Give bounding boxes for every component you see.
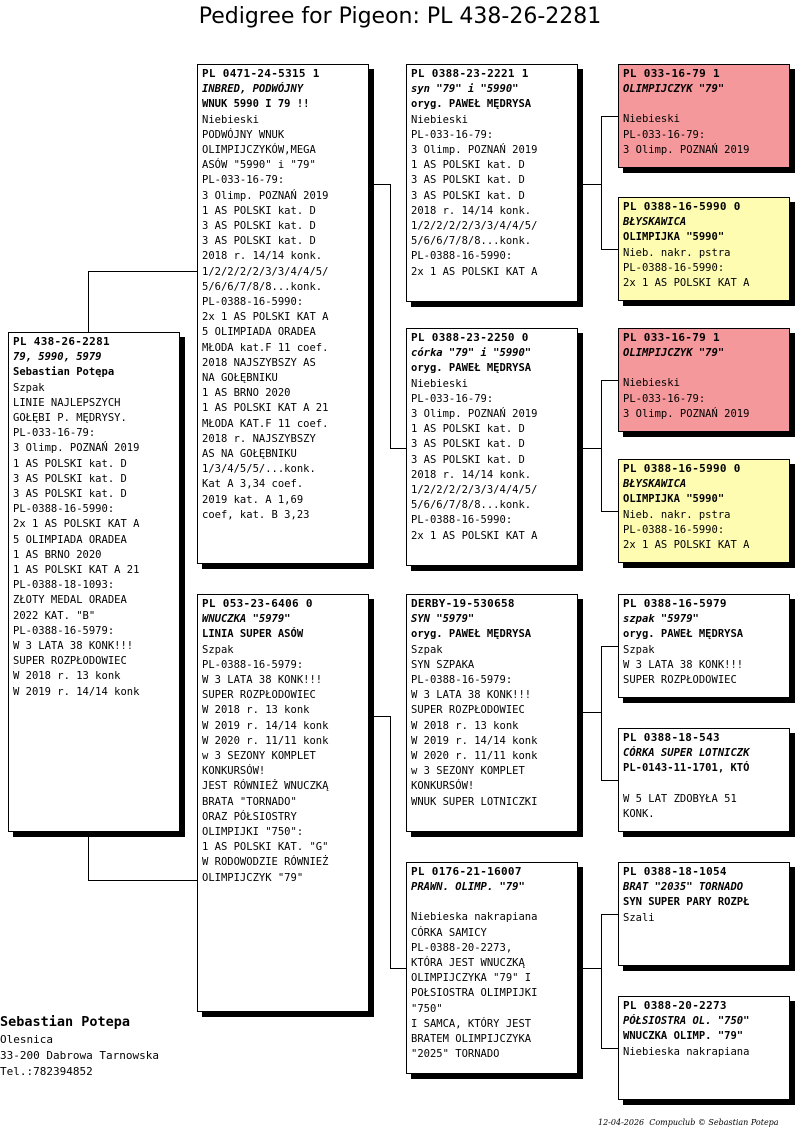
pigeon-detail-line: KONKURSÓW!: [411, 780, 475, 793]
pigeon-detail-line: 2022 KAT. "B": [13, 609, 96, 622]
connector-line: [369, 716, 391, 717]
pigeon-detail-line: BRATA "TORNADO": [202, 795, 297, 808]
pigeon-origin: oryg. PAWEŁ MĘDRYSA: [411, 98, 532, 111]
connector-line: [601, 914, 618, 915]
ring-number: PL 033-16-79 1: [623, 331, 720, 344]
pigeon-detail-line: 3 AS POLSKI kat. D: [411, 189, 525, 202]
pigeon-detail-line: 2x 1 AS POLSKI KAT A: [411, 529, 538, 542]
pigeon-detail-line: 3 Olimp. POZNAŃ 2019: [13, 442, 140, 455]
pigeon-name: szpak "5979": [623, 613, 699, 626]
pigeon-detail-line: PL-0388-16-5990:: [202, 296, 304, 309]
pigeon-detail-line: Niebieski: [411, 377, 468, 390]
owner-phone: Tel.:782394852: [0, 1065, 93, 1078]
connector-line: [601, 116, 618, 117]
pigeon-detail-line: coef, kat. B 3,23: [202, 508, 310, 521]
pigeon-card-sire-sire[interactable]: [406, 64, 578, 302]
pigeon-detail-line: 1/2/2/2/2/3/3/4/4/5/: [411, 484, 538, 497]
pigeon-detail-line: 5/6/6/7/8/8...konk.: [411, 235, 532, 248]
connector-line: [601, 511, 618, 512]
pigeon-detail-line: PL-033-16-79:: [411, 392, 494, 405]
connector-line: [88, 832, 89, 880]
pigeon-detail-line: AS NA GOŁĘBNIKU: [202, 448, 297, 461]
pigeon-detail-line: KTÓRA JEST WNUCZKĄ: [411, 957, 525, 970]
page-title: Pedigree for Pigeon: PL 438-26-2281: [198, 4, 602, 29]
pigeon-detail-line: 1 AS POLSKI KAT. "G": [202, 841, 329, 854]
pigeon-card-dam-sire[interactable]: [406, 594, 578, 832]
pigeon-detail-line: 2x 1 AS POLSKI KAT A: [623, 539, 750, 552]
pigeon-detail-line: Niebieski: [411, 113, 468, 126]
pigeon-card-sds[interactable]: [618, 328, 790, 432]
pigeon-detail-line: PL-0388-20-2273,: [411, 941, 513, 954]
pigeon-detail-line: 2018 r. 14/14 konk.: [411, 468, 532, 481]
pigeon-card-dsd[interactable]: [618, 728, 790, 832]
owner-name: Sebastian Potepa: [0, 1014, 131, 1030]
pigeon-name: BŁYSKAWICA: [623, 478, 687, 491]
pigeon-detail-line: Niebieska nakrapiana: [411, 911, 538, 924]
pigeon-origin: PL-0143-11-1701, KTÓ: [623, 762, 750, 775]
pigeon-detail-line: 5 OLIMPIADA ORADEA: [13, 533, 127, 546]
pigeon-detail-line: W 3 LATA 38 KONK!!!: [411, 689, 532, 702]
pigeon-detail-line: SYN SZPAKA: [411, 658, 475, 671]
pigeon-detail-line: ASÓW "5990" i "79": [202, 159, 316, 172]
pigeon-detail-line: OLIMPIJCZYKA "79" I: [411, 972, 532, 985]
pigeon-detail-line: W 2019 r. 14/14 konk: [202, 719, 329, 732]
pigeon-detail-line: 1 AS BRNO 2020: [13, 548, 102, 561]
pigeon-detail-line: 1 AS POLSKI kat. D: [13, 457, 127, 470]
pigeon-detail-line: W 2019 r. 14/14 konk: [13, 685, 140, 698]
pigeon-name: syn "79" i "5990": [411, 83, 519, 96]
connector-line: [88, 271, 197, 272]
pigeon-detail-line: OLIMPIJCZYKÓW,MEGA: [202, 144, 316, 157]
pigeon-detail-line: KONK.: [623, 807, 655, 820]
pigeon-detail-line: Niebieski: [623, 377, 680, 390]
pigeon-detail-line: MŁODA kat.F 11 coef.: [202, 341, 329, 354]
connector-line: [369, 184, 391, 185]
blank-line: [623, 777, 785, 792]
ring-number: PL 0388-16-5990 0: [623, 462, 741, 475]
footer-credit: 12-04-2026 Compuclub © Sebastian Potepa: [598, 1118, 779, 1127]
pigeon-card-sss[interactable]: [618, 64, 790, 168]
ring-number: PL 0388-18-1054: [623, 865, 727, 878]
pigeon-detail-line: 1/3/4/5/5/...konk.: [202, 463, 316, 476]
pigeon-detail-line: POŁSIOSTRA OLIMPIJKI: [411, 987, 538, 1000]
pigeon-detail-line: PL-0388-16-5990:: [411, 250, 513, 263]
pigeon-detail-line: W 2020 r. 11/11 konk: [202, 734, 329, 747]
pigeon-detail-line: 3 Olimp. POZNAŃ 2019: [623, 143, 750, 156]
pigeon-detail-line: ORAZ PÓŁSIOSTRY: [202, 810, 297, 823]
blank-line: [623, 361, 785, 376]
connector-line: [390, 716, 391, 968]
pigeon-origin: OLIMPIJKA "5990": [623, 231, 725, 244]
pigeon-detail-line: I SAMCA, KTÓRY JEST: [411, 1017, 532, 1030]
pigeon-detail-line: PL-0388-16-5979:: [202, 658, 304, 671]
pigeon-origin: SYN SUPER PARY ROZPŁ: [623, 896, 750, 909]
pigeon-name: BRAT "2035" TORNADO: [623, 881, 744, 894]
pigeon-detail-line: PL-0388-16-5990:: [411, 514, 513, 527]
pigeon-detail-line: JEST RÓWNIEŻ WNUCZKĄ: [202, 780, 329, 793]
pigeon-origin: WNUCZKA OLIMP. "79": [623, 1030, 744, 1043]
pigeon-origin: oryg. PAWEŁ MĘDRYSA: [411, 628, 532, 641]
pigeon-card-dds[interactable]: [618, 862, 790, 966]
pigeon-detail-line: Szpak: [411, 643, 443, 656]
connector-line: [88, 880, 197, 881]
pigeon-detail-line: PL-0388-16-5990:: [13, 503, 115, 516]
pigeon-detail-line: 5/6/6/7/8/8...konk.: [411, 499, 532, 512]
pigeon-name: OLIMPIJCZYK "79": [623, 83, 725, 96]
connector-line: [578, 712, 602, 713]
pigeon-detail-line: 3 AS POLSKI kat. D: [13, 488, 127, 501]
pigeon-detail-line: 1 AS POLSKI kat. D: [202, 204, 316, 217]
owner-info: [0, 1014, 159, 1080]
pigeon-detail-line: "2025" TORNADO: [411, 1048, 500, 1061]
pigeon-detail-line: w 3 SEZONY KOMPLET: [411, 765, 525, 778]
pigeon-detail-line: SUPER ROZPŁODOWIEC: [202, 689, 316, 702]
pigeon-name: CÓRKA SUPER LOTNICZK: [623, 747, 750, 760]
connector-line: [601, 249, 618, 250]
connector-line: [578, 448, 602, 449]
pigeon-detail-line: KONKURSÓW!: [202, 765, 266, 778]
pigeon-detail-line: 5/6/6/7/8/8...konk.: [202, 280, 323, 293]
pigeon-card-ddd[interactable]: [618, 996, 790, 1100]
pigeon-detail-line: PL-033-16-79:: [411, 128, 494, 141]
pigeon-detail-line: 1 AS POLSKI KAT A 21: [202, 402, 329, 415]
connector-line: [578, 968, 602, 969]
ring-number: PL 0388-16-5990 0: [623, 200, 741, 213]
pigeon-detail-line: Szpak: [13, 381, 45, 394]
pigeon-card-sire-dam[interactable]: [406, 328, 578, 566]
pigeon-detail-line: GOŁĘBI P. MĘDRYSY.: [13, 412, 127, 425]
pigeon-detail-line: W 3 LATA 38 KONK!!!: [202, 674, 323, 687]
pigeon-detail-line: 2019 kat. A 1,69: [202, 493, 304, 506]
pigeon-card-dss[interactable]: [618, 594, 790, 698]
pigeon-detail-line: Niebieski: [623, 113, 680, 126]
pigeon-detail-line: Kat A 3,34 coef.: [202, 478, 304, 491]
pigeon-card-subject[interactable]: [8, 332, 180, 832]
pigeon-detail-line: 1 AS POLSKI kat. D: [411, 159, 525, 172]
pigeon-detail-line: PL-033-16-79:: [13, 427, 96, 440]
pigeon-detail-line: Niebieska nakrapiana: [623, 1045, 750, 1058]
pigeon-detail-line: OLIMPIJKI "750":: [202, 826, 304, 839]
ring-number: PL 0388-23-2250 0: [411, 331, 529, 344]
pigeon-detail-line: MŁODA KAT.F 11 coef.: [202, 417, 329, 430]
pigeon-name: SYN "5979": [411, 613, 475, 626]
ring-number: PL 053-23-6406 0: [202, 597, 313, 610]
connector-line: [601, 116, 602, 250]
pigeon-detail-line: PL-0388-16-5990:: [623, 261, 725, 274]
connector-line: [601, 1048, 618, 1049]
connector-line: [601, 646, 618, 647]
pigeon-detail-line: 1 AS POLSKI KAT A 21: [13, 564, 140, 577]
pigeon-name: OLIMPIJCZYK "79": [623, 347, 725, 360]
pigeon-detail-line: W 2018 r. 13 konk: [411, 719, 519, 732]
pigeon-detail-line: Szpak: [623, 643, 655, 656]
blank-line: [411, 895, 573, 910]
pigeon-detail-line: 3 AS POLSKI kat. D: [411, 453, 525, 466]
pigeon-origin: oryg. PAWEŁ MĘDRYSA: [411, 362, 532, 375]
ring-number: PL 0471-24-5315 1: [202, 67, 320, 80]
pigeon-origin: OLIMPIJKA "5990": [623, 493, 725, 506]
pigeon-origin: Sebastian Potępa: [13, 366, 115, 379]
pigeon-detail-line: 3 AS POLSKI kat. D: [202, 220, 316, 233]
pigeon-detail-line: 3 Olimp. POZNAŃ 2019: [623, 407, 750, 420]
pigeon-detail-line: 1 AS BRNO 2020: [202, 387, 291, 400]
pigeon-detail-line: LINIE NAJLEPSZYCH: [13, 396, 121, 409]
pigeon-detail-line: SUPER ROZPŁODOWIEC: [623, 674, 737, 687]
pigeon-detail-line: CÓRKA SAMICY: [411, 926, 487, 939]
connector-line: [390, 968, 406, 969]
owner-city: Olesnica: [0, 1033, 53, 1046]
ring-number: PL 0388-16-5979: [623, 597, 727, 610]
pigeon-detail-line: NA GOŁĘBNIKU: [202, 372, 278, 385]
ring-number: PL 033-16-79 1: [623, 67, 720, 80]
pigeon-name: WNUCZKA "5979": [202, 613, 291, 626]
ring-number: DERBY-19-530658: [411, 597, 515, 610]
pigeon-card-sire[interactable]: [197, 64, 369, 564]
pigeon-detail-line: Niebieski: [202, 113, 259, 126]
pigeon-card-dam[interactable]: [197, 594, 369, 1012]
ring-number: PL 0388-20-2273: [623, 999, 727, 1012]
pigeon-detail-line: 2018 r. 14/14 konk.: [202, 250, 323, 263]
pigeon-detail-line: Szpak: [202, 643, 234, 656]
pigeon-detail-line: 2018 NAJSZYBSZY AS: [202, 356, 316, 369]
connector-line: [601, 380, 618, 381]
owner-address: 33-200 Dabrowa Tarnowska: [0, 1049, 159, 1062]
pigeon-detail-line: ZŁOTY MEDAL ORADEA: [13, 594, 127, 607]
pigeon-detail-line: Szali: [623, 911, 655, 924]
pigeon-detail-line: PODWÓJNY WNUK: [202, 128, 285, 141]
pigeon-card-sdd[interactable]: [618, 459, 790, 563]
pigeon-name: 79, 5990, 5979: [13, 351, 102, 364]
pigeon-detail-line: 1/2/2/2/2/3/3/4/4/5/: [202, 265, 329, 278]
connector-line: [390, 448, 406, 449]
connector-line: [601, 380, 602, 512]
pigeon-detail-line: Nieb. nakr. pstra: [623, 508, 731, 521]
pigeon-detail-line: 3 Olimp. POZNAŃ 2019: [411, 144, 538, 157]
blank-line: [623, 97, 785, 112]
connector-line: [390, 184, 391, 448]
pigeon-detail-line: 2x 1 AS POLSKI KAT A: [623, 277, 750, 290]
pigeon-detail-line: w 3 SEZONY KOMPLET: [202, 750, 316, 763]
pigeon-detail-line: 2x 1 AS POLSKI KAT A: [13, 518, 140, 531]
pigeon-detail-line: PL-0388-18-1093:: [13, 579, 115, 592]
pigeon-detail-line: W 2019 r. 14/14 konk: [411, 734, 538, 747]
pigeon-card-dam-dam[interactable]: [406, 862, 578, 1074]
pigeon-name: INBRED, PODWÓJNY: [202, 83, 304, 96]
pigeon-name: PÓŁSIOSTRA OL. "750": [623, 1015, 750, 1028]
pigeon-origin: WNUK 5990 I 79 !!: [202, 98, 310, 111]
pigeon-detail-line: "750": [411, 1002, 443, 1015]
pigeon-detail-line: SUPER ROZPŁODOWIEC: [411, 704, 525, 717]
pigeon-detail-line: 5 OLIMPIADA ORADEA: [202, 326, 316, 339]
pigeon-detail-line: 3 Olimp. POZNAŃ 2019: [411, 408, 538, 421]
pigeon-detail-line: PL-0388-16-5979:: [13, 624, 115, 637]
pigeon-detail-line: 3 AS POLSKI kat. D: [13, 472, 127, 485]
pigeon-detail-line: W RODOWODZIE RÓWNIEŻ: [202, 856, 329, 869]
pigeon-detail-line: PL-033-16-79:: [623, 128, 706, 141]
pigeon-detail-line: PL-0388-16-5979:: [411, 674, 513, 687]
pigeon-detail-line: WNUK SUPER LOTNICZKI: [411, 795, 538, 808]
pigeon-detail-line: PL-033-16-79:: [623, 392, 706, 405]
pigeon-detail-line: W 3 LATA 38 KONK!!!: [623, 658, 744, 671]
pigeon-detail-line: 3 Olimp. POZNAŃ 2019: [202, 189, 329, 202]
connector-line: [88, 271, 89, 332]
connector-line: [601, 780, 618, 781]
pigeon-detail-line: W 3 LATA 38 KONK!!!: [13, 640, 134, 653]
connector-line: [601, 914, 602, 1049]
pigeon-detail-line: 2018 r. NAJSZYBSZY: [202, 432, 316, 445]
pigeon-detail-line: 2018 r. 14/14 konk.: [411, 204, 532, 217]
pigeon-detail-line: Nieb. nakr. pstra: [623, 246, 731, 259]
pigeon-detail-line: 3 AS POLSKI kat. D: [411, 438, 525, 451]
ring-number: PL 0176-21-16007: [411, 865, 522, 878]
pigeon-detail-line: W 2020 r. 11/11 konk: [411, 750, 538, 763]
pigeon-detail-line: 1 AS POLSKI kat. D: [411, 423, 525, 436]
pigeon-name: PRAWN. OLIMP. "79": [411, 881, 525, 894]
pigeon-detail-line: SUPER ROZPŁODOWIEC: [13, 655, 127, 668]
pigeon-detail-line: W 2018 r. 13 konk: [13, 670, 121, 683]
pigeon-detail-line: 3 AS POLSKI kat. D: [202, 235, 316, 248]
pigeon-name: BŁYSKAWICA: [623, 216, 687, 229]
pigeon-detail-line: PL-0388-16-5990:: [623, 523, 725, 536]
pigeon-detail-line: 1/2/2/2/2/3/3/4/4/5/: [411, 220, 538, 233]
pigeon-detail-line: 2x 1 AS POLSKI KAT A: [411, 265, 538, 278]
pigeon-detail-line: 2x 1 AS POLSKI KAT A: [202, 311, 329, 324]
pigeon-origin: oryg. PAWEŁ MĘDRYSA: [623, 628, 744, 641]
pigeon-origin: LINIA SUPER ASÓW: [202, 628, 304, 641]
pigeon-name: córka "79" i "5990": [411, 347, 532, 360]
pigeon-detail-line: BRATEM OLIMPIJCZYKA: [411, 1033, 532, 1046]
ring-number: PL 0388-23-2221 1: [411, 67, 529, 80]
pigeon-detail-line: OLIMPIJCZYK "79": [202, 871, 304, 884]
pigeon-detail-line: W 2018 r. 13 konk: [202, 704, 310, 717]
ring-number: PL 438-26-2281: [13, 335, 110, 348]
pigeon-card-ssd[interactable]: [618, 197, 790, 301]
pigeon-detail-line: PL-033-16-79:: [202, 174, 285, 187]
ring-number: PL 0388-18-543: [623, 731, 720, 744]
connector-line: [601, 646, 602, 781]
pigeon-detail-line: 3 AS POLSKI kat. D: [411, 174, 525, 187]
pigeon-detail-line: W 5 LAT ZDOBYŁA 51: [623, 792, 737, 805]
connector-line: [578, 184, 602, 185]
